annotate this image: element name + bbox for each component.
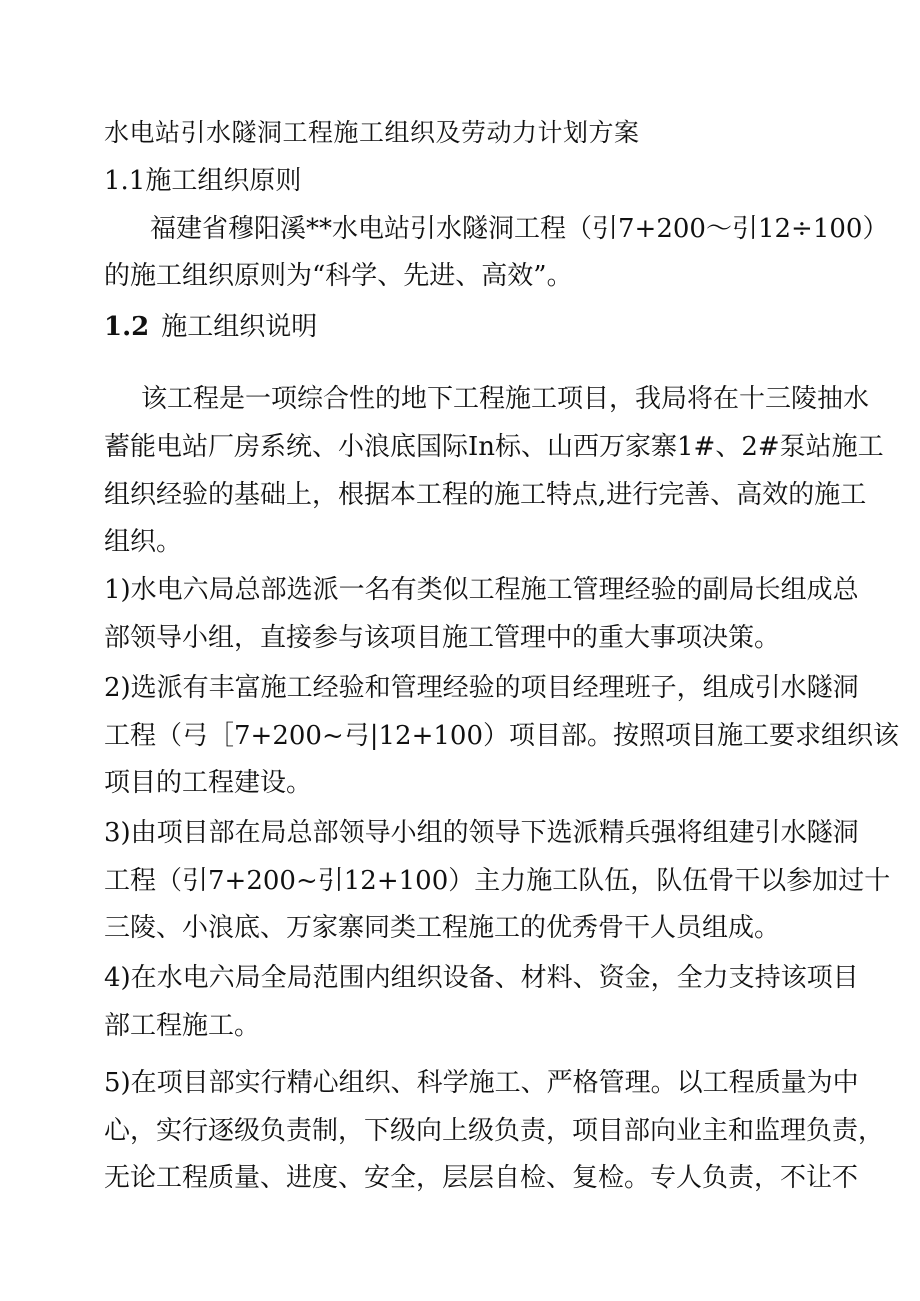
list-item-3-line: 工程（引7+200~引12+100）主力施工队伍，队伍骨干以参加过十 xyxy=(104,866,891,896)
list-item-3-line: 3)由项目部在局总部领导小组的领导下选派精兵强将组建引水隧洞 xyxy=(104,818,859,848)
list-item-2-line: 项目的工程建设。 xyxy=(104,768,313,798)
list-item-5-line: 心，实行逐级负责制，下级向上级负责，项目部向业主和监理负责， xyxy=(104,1116,885,1146)
section-1-1-paragraph-line: 福建省穆阳溪**水电站引水隧洞工程（引7+200～引12÷100） xyxy=(150,214,889,244)
intro-paragraph-line: 蓄能电站厂房系统、小浪底国际In标、山西万家寨1#、2#泵站施工 xyxy=(104,432,884,462)
intro-paragraph-line: 该工程是一项综合性的地下工程施工项目，我局将在十三陵抽水 xyxy=(141,384,870,414)
list-item-1-line: 1)水电六局总部选派一名有类似工程施工管理经验的副局长组成总 xyxy=(104,575,859,605)
section-1-2-number: 1.2 xyxy=(104,312,150,342)
section-1-1-paragraph-line: 的施工组织原则为“科学、先进、高效”。 xyxy=(104,261,573,291)
list-item-5-line: 无论工程质量、进度、安全，层层自检、复检。专人负责，不让不 xyxy=(104,1163,859,1193)
intro-paragraph-line: 组织。 xyxy=(104,527,183,557)
list-item-4-line: 部工程施工。 xyxy=(104,1011,261,1041)
document-title: 水电站引水隧洞工程施工组织及劳动力计划方案 xyxy=(104,118,640,147)
list-item-2-line: 工程（弓［7+200~弓|12+100）项目部。按照项目施工要求组织该 xyxy=(104,721,899,751)
list-item-3-line: 三陵、小浪底、万家寨同类工程施工的优秀骨干人员组成。 xyxy=(104,913,781,943)
list-item-5-line: 5)在项目部实行精心组织、科学施工、严格管理。以工程质量为中 xyxy=(104,1068,859,1098)
section-1-2-title: 施工组织说明 xyxy=(161,312,318,342)
section-1-2-heading xyxy=(104,310,317,344)
section-1-1-heading: 1.1施工组织原则 xyxy=(104,166,302,196)
list-item-4-line: 4)在水电六局全局范围内组织设备、材料、资金，全力支持该项目 xyxy=(104,963,859,993)
intro-paragraph-line: 组织经验的基础上，根据本工程的施工特点,进行完善、高效的施工 xyxy=(104,480,867,510)
list-item-1-line: 部领导小组，直接参与该项目施工管理中的重大事项决策。 xyxy=(104,623,781,653)
list-item-2-line: 2)选派有丰富施工经验和管理经验的项目经理班子，组成引水隧洞 xyxy=(104,673,859,703)
